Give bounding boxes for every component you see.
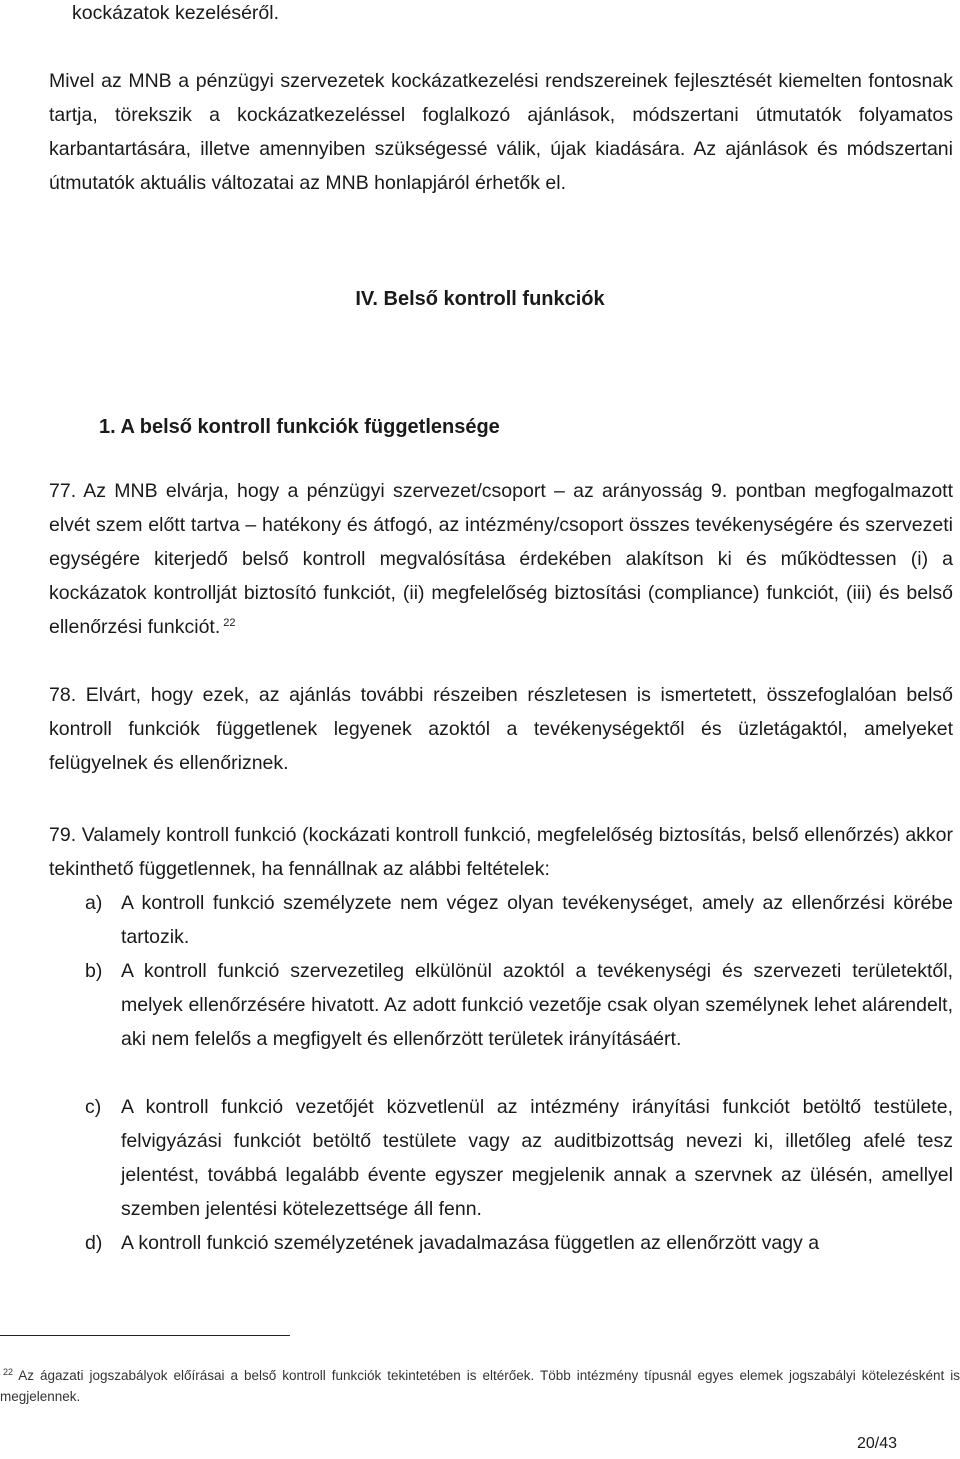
paragraph-text: Az MNB elvárja, hogy a pénzügyi szervezet/csoport – az arányosság 9. pontban megfogalmazott elvét szem előtt tartva – hatékony és átfogó, az intézmény/csoport összes tevékenységére és szervezeti egységére kiterjedő belső kontroll megvalósítása érdekében alakítson ki és működtessen (i) a kockázatok kontrollját biztosító funkciót, (ii) megfelelőség biztosítási (compliance) funkciót, (iii) és belső ellenőrzési funkciót. xyxy=(49,480,954,638)
subsection-heading: 1. A belső kontroll funkciók függetlensége xyxy=(99,416,500,438)
list-item-b xyxy=(85,954,953,1056)
list-item-label: d) xyxy=(85,1232,103,1254)
list-item-text: A kontroll funkció vezetőjét közvetlenül az intézmény irányítási funkciót betöltő testülete, felvigyázási funkciót betöltő testülete vagy az auditbizottság nevezi ki, illetőleg afelé tesz jelentést, továbbá legalább évente egyszer megjelenik annak a szervnek az ülésén, amellyel szemben jelentési kötelezettsége áll fenn. xyxy=(121,1096,953,1220)
paragraph-number: 77. xyxy=(49,480,77,502)
list-item-c xyxy=(85,1090,953,1226)
list-item-label: c) xyxy=(85,1096,102,1118)
paragraph-78 xyxy=(49,678,953,780)
paragraph-77 xyxy=(49,474,953,644)
footnote-separator xyxy=(0,1335,290,1336)
top-line: kockázatok kezeléséről. xyxy=(72,2,280,24)
list-item-d xyxy=(85,1226,953,1260)
footnote-text: Az ágazati jogszabályok előírásai a belső kontroll funkciók tekintetében is eltérőek. Több intézmény típusnál egyes elemek jogszabályi kötelezésként is megjelennek. xyxy=(0,1368,960,1404)
paragraph-79 xyxy=(49,818,953,886)
list-item-label: b) xyxy=(85,960,103,982)
list-item-label: a) xyxy=(85,892,103,914)
footnote-number: 22 xyxy=(3,1366,14,1377)
page-number: 20/43 xyxy=(856,1435,897,1452)
footnote-reference[interactable]: 22 xyxy=(223,616,236,629)
list-item-text: A kontroll funkció szervezetileg elkülönül azoktól a tevékenységi és szervezeti területektől, melyek ellenőrzésére hivatott. Az adott funkció vezetője csak olyan személynek lehet alárendelt, aki nem felelős a megfigyelt és ellenőrzött területek irányításáért. xyxy=(121,960,953,1050)
list-item-text: A kontroll funkció személyzete nem végez olyan tevékenységet, amely az ellenőrzési körébe tartozik. xyxy=(121,892,953,948)
paragraph-number: 79. xyxy=(49,824,77,846)
paragraph-text: Valamely kontroll funkció (kockázati kontroll funkció, megfelelőség biztosítás, belső ellenőrzés) akkor tekinthető függetlennek, ha fennállnak az alábbi feltételek: xyxy=(49,824,953,880)
list-item-text: A kontroll funkció személyzetének javadalmazása független az ellenőrzött vagy a xyxy=(121,1232,820,1254)
footnote xyxy=(0,1365,960,1407)
paragraph-number: 78. xyxy=(49,684,77,706)
paragraph-text: Elvárt, hogy ezek, az ajánlás további részeiben részletesen is ismertetett, összefoglalóan belső kontroll funkciók függetlenek legyenek azoktól a tevékenységektől és üzletágaktól, amelyeket felügyelnek és ellenőriznek. xyxy=(49,684,953,774)
section-heading: IV. Belső kontroll funkciók xyxy=(355,288,605,310)
intro-paragraph: Mivel az MNB a pénzügyi szervezetek kockázatkezelési rendszereinek fejlesztését kiemelten fontosnak tartja, törekszik a kockázatkezeléssel foglalkozó ajánlások, módszertani útmutatók folyamatos karbantartására, illetve amennyiben szükségessé válik, újak kiadására. Az ajánlások és módszertani útmutatók aktuális változatai az MNB honlapjáról érhetők el. xyxy=(49,70,953,194)
list-item-a xyxy=(85,886,953,954)
